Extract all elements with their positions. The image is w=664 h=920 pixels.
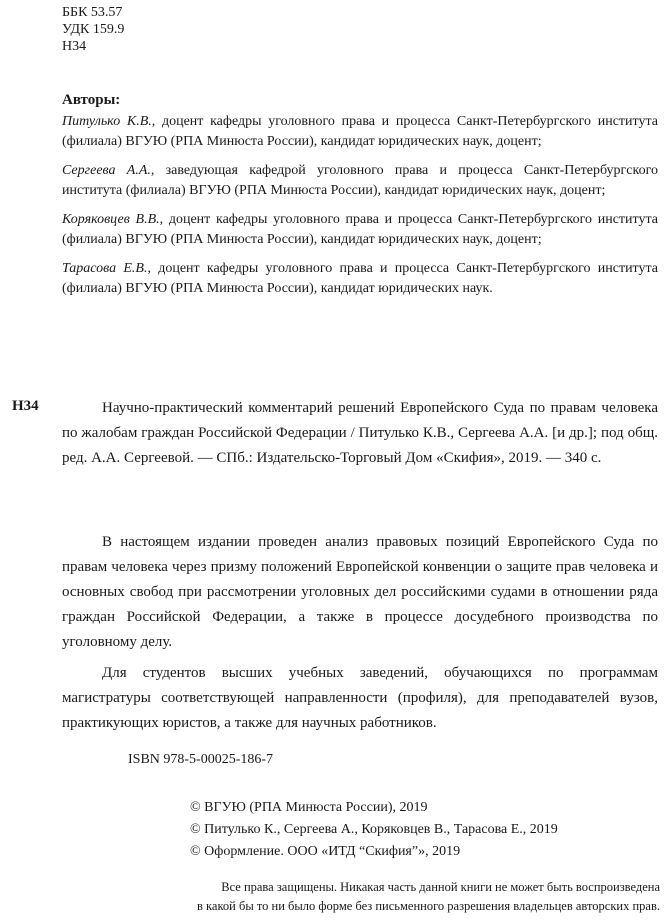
rights-notice [120, 878, 660, 916]
udk-code: УДК 159.9 [62, 22, 125, 37]
author-entry [62, 161, 658, 201]
author-mark: Н34 [62, 39, 87, 54]
bibliographic-entry: Научно-практический комментарий решений Европейского Суда по правам человека по жалобам граждан Российской Федерации / Питулько К.В., Сергеева А.А. [и др.]; под общ. ред. А.А. Сергеевой. — СПб.: Издательско-Торговый Дом «Скифия», 2019. — 340 с. [62, 400, 658, 466]
copyright-line: © ВГУЮ (РПА Минюста России), 2019 [190, 800, 428, 815]
copyright-line: © Оформление. ООО «ИТД “Скифия”», 2019 [190, 844, 461, 859]
author-description: , заведующая кафедрой уголовного права и процесса Санкт-Петербургского института (филиала) ВГУЮ (РПА Минюста России), кандидат юридических наук, доцент; [62, 163, 658, 198]
author-entry [62, 112, 658, 152]
classification-codes [62, 4, 124, 55]
rights-notice-line: Все права защищены. Никакая часть данной книги не может быть воспроизведена [221, 880, 660, 894]
author-name: Коряковцев В.В. [62, 212, 160, 227]
authors-heading: Авторы: [62, 92, 121, 108]
index-code-margin: Н34 [12, 398, 39, 414]
author-description: , доцент кафедры уголовного права и процесса Санкт-Петербургского института (филиала) ВГУЮ (РПА Минюста России), кандидат юридических наук, доцент; [62, 114, 658, 149]
bbk-code: ББК 53.57 [62, 5, 123, 20]
copyright-line: © Питулько К., Сергеева А., Коряковцев В., Тарасова Е., 2019 [190, 822, 558, 837]
annotation-paragraph: Для студентов высших учебных заведений, обучающихся по программам магистратуры соответствующей направленности (профиля), для преподавателей вузов, практикующих юристов, а также для научных работников. [62, 665, 658, 731]
annotation-paragraph: В настоящем издании проведен анализ правовых позиций Европейского Суда по правам человека через призму положений Европейской конвенции о защите прав человека и основных свобод при рассмотрении уголовных дел российскими судами в отношении ряда граждан Российской Федерации, а также в процессе досудебного производства по уголовному делу. [62, 534, 658, 650]
authors-list [62, 112, 658, 308]
copyright-block [190, 797, 558, 863]
author-description: , доцент кафедры уголовного права и процесса Санкт-Петербургского института (филиала) ВГУЮ (РПА Минюста России), кандидат юридических наук, доцент; [62, 212, 658, 247]
author-entry [62, 210, 658, 250]
author-entry [62, 259, 658, 299]
author-name: Сергеева А.А. [62, 163, 151, 178]
rights-notice-line: в какой бы то ни было форме без письменного разрешения владельцев авторских прав. [197, 899, 660, 913]
author-name: Тарасова Е.В. [62, 261, 148, 276]
isbn: ISBN 978-5-00025-186-7 [128, 752, 274, 767]
annotation [62, 530, 658, 742]
author-description: , доцент кафедры уголовного права и процесса Санкт-Петербургского института (филиала) ВГУЮ (РПА Минюста России), кандидат юридических наук. [62, 261, 658, 296]
author-name: Питулько К.В. [62, 114, 152, 129]
